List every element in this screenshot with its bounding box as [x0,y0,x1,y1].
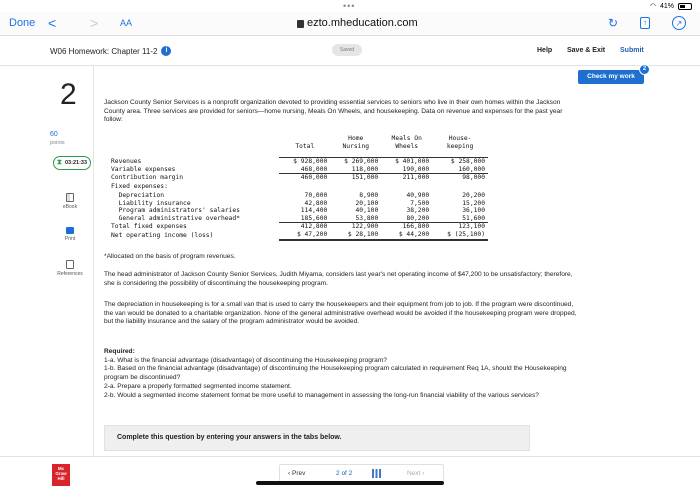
reload-icon[interactable]: ↻ [607,16,619,30]
table-cell: $ 47,200 [279,231,330,240]
table-cell: 151,000 [351,174,379,182]
info-icon[interactable]: i [161,46,171,56]
table-cell: 190,000 [381,166,432,174]
table-row [108,166,488,174]
table-row [108,182,488,192]
help-button[interactable]: Help [537,47,553,54]
table-cell: $ 44,200 [381,231,432,240]
table-row [108,215,488,223]
table-cell: 40,100 [355,207,379,215]
row-label: General administrative overhead* [111,215,240,223]
status-bar [0,0,700,12]
battery-icon [678,3,692,10]
table-cell: 80,200 [381,215,432,223]
column-header: House- keeping [446,135,474,150]
references-label: References [57,271,83,277]
table-row [108,223,488,231]
address-bar[interactable] [297,17,418,29]
table-cell: 98,000 [462,174,485,182]
assignment-header [0,36,700,66]
table-cell [381,182,432,192]
mcgraw-hill-logo [52,464,70,486]
home-indicator [256,481,444,485]
prev-label: Prev [291,470,306,477]
next-label: Next [407,470,421,477]
timer-badge [53,156,91,170]
back-icon[interactable]: < [48,15,57,31]
page-current: 2 [336,470,340,477]
table-cell: 118,000 [330,166,381,174]
logo-text: Mc Graw Hill [55,466,67,481]
row-label: Depreciation [111,192,165,200]
prev-button[interactable]: ‹ Prev [288,470,306,477]
table-row [108,192,488,200]
required-heading: Required: [104,348,135,355]
table-cell: 42,800 [304,199,328,207]
answer-tabs-banner [104,425,530,451]
table-cell: $ 258,000 [450,158,485,166]
table-cell: 412,800 [300,223,328,231]
print-link[interactable] [50,227,90,242]
header-underline [108,150,488,158]
table-cell: 468,000 [279,166,330,174]
table-cell: 166,800 [402,223,430,231]
save-exit-button[interactable]: Save & Exit [567,47,606,54]
req-1b: 1-b. Based on the financial advantage (disadvantage) of discontinuing the Housekeeping program calculated in requirement Req 1A, should the Housekeeping program be discontinued? [104,365,567,382]
ebook-label: eBook [62,204,78,210]
table-cell: 114,400 [300,207,328,215]
table-cell: $ (25,100) [432,231,488,240]
row-label: Total fixed expenses [111,223,187,231]
header-blank [108,135,279,150]
table-cell: 15,200 [462,199,485,207]
table-cell: $ 269,000 [344,158,379,166]
page-total: 2 [348,470,353,477]
table-header-row [108,135,488,150]
row-label: Program administrators' salaries [111,207,240,215]
grid-icon[interactable] [372,469,381,478]
table-cell: 122,900 [351,223,379,231]
row-label: Liability insurance [111,199,191,207]
revenue-expense-table [108,135,488,241]
column-header: Home Nursing [342,135,370,150]
page-of: of [341,470,347,477]
table-cell: 40,900 [406,192,430,200]
hourglass-icon: ⧗ [57,159,62,166]
table-row [108,174,488,182]
references-link[interactable] [50,260,90,277]
page-selector[interactable] [336,470,352,477]
paragraph-depreciation: The depreciation in housekeeping is for a small van that is used to carry the housekeepers and their equipment from job to job. If the program were discontinued, the van would be donated to a charitable organization. None of the general administrative overhead would be avoided if the housekeeping program were dropped, but the liability insurance and the salary of the program administrator would be avoided. [104,301,577,326]
question-number: 2 [60,78,77,111]
table-row [108,231,488,240]
table-cell: 38,200 [406,207,430,215]
table-cell: 36,100 [462,207,485,215]
table-cell [330,182,381,192]
paragraph-administrator: The head administrator of Jackson County Senior Services, Judith Miyama, considers last year's net operating income of $47,200 to be unsatisfactory; therefore, she is considering the possibility of discontinuing the housekeeping program. [104,271,573,287]
table-cell: $ 928,000 [293,158,328,166]
points-value: 60 [50,131,58,138]
row-label: Revenues [111,158,142,166]
column-header: Meals On Wheels [391,135,422,150]
table-cell: 460,000 [300,174,328,182]
req-2a: 2-a. Prepare a properly formatted segmented income statement. [104,382,292,390]
lock-icon [297,20,304,28]
table-cell: 20,100 [355,199,379,207]
table-cell: $ 28,100 [330,231,381,240]
row-label: Net operating income (loss) [111,231,214,239]
points-label: points [50,140,65,146]
timer-value: 03:21:33 [65,160,88,166]
printer-icon [66,227,74,234]
saved-indicator: Saved [332,44,362,56]
row-label: Contribution margin [111,174,184,182]
complete-prompt: Complete this question by entering your answers in the tabs below. [117,434,342,441]
print-label: Print [64,236,76,242]
compass-icon[interactable]: ↗ [672,16,686,30]
assignment-title: W06 Homework: Chapter 11-2 [50,46,158,56]
pagination [279,464,444,482]
table-cell: 160,000 [432,166,488,174]
req-1a: 1-a. What is the financial advantage (disadvantage) of discontinuing the Housekeeping program? [104,356,387,364]
table-cell: 51,600 [432,215,488,223]
table-cell [279,182,330,192]
next-button[interactable]: Next › [407,470,425,477]
table-cell [432,182,488,192]
book-icon [66,193,74,202]
table-row [108,200,488,208]
table-cell: 185,600 [279,215,330,223]
forward-icon[interactable]: > [90,15,99,31]
table-row [108,158,488,166]
text-size-button[interactable]: AA [120,18,133,28]
ebook-link[interactable] [50,193,90,210]
table-cell: 7,500 [410,199,430,207]
column-header: Total [295,142,315,150]
requirements [104,348,574,400]
row-label: Fixed expenses: [111,183,168,191]
assignment-title-wrap [50,46,171,56]
table-cell: 211,000 [402,174,430,182]
table-cell: 123,100 [458,223,485,231]
more-dots-icon: ••• [343,1,356,11]
financial-table [108,135,488,241]
done-button[interactable]: Done [9,17,36,29]
table-cell: 53,800 [330,215,381,223]
table-cell: 70,000 [304,192,328,200]
submit-button[interactable]: Submit [620,47,644,54]
req-2b: 2-b. Would a segmented income statement format be more useful to management in assessing the long-run financial viability of the various services? [104,391,539,399]
browser-toolbar [0,12,700,36]
table-cell: $ 401,000 [395,158,430,166]
wifi-icon: ◠ [649,3,656,10]
table-cell: 8,900 [359,192,379,200]
table-cell: 20,200 [462,192,485,200]
battery-level: 41% [659,2,674,10]
check-work-count-badge: 2 [639,64,650,75]
table-row [108,207,488,215]
footnote: *Allocated on the basis of program revenues. [104,253,236,260]
share-icon[interactable]: ↑ [640,17,650,29]
row-label: Variable expenses [111,166,176,174]
url-text: ezto.mheducation.com [307,17,418,29]
document-icon [66,260,74,269]
problem-intro: Jackson County Senior Services is a nonprofit organization devoted to providing essential services to seniors who live in their own homes within the Jackson County area. Three services are provided for seniors—home nursing, Meals On Wheels, and housekeeping. Data on revenue and expenses for the past year follow: [104,99,563,124]
check-my-work-button[interactable]: Check my work [578,70,644,84]
